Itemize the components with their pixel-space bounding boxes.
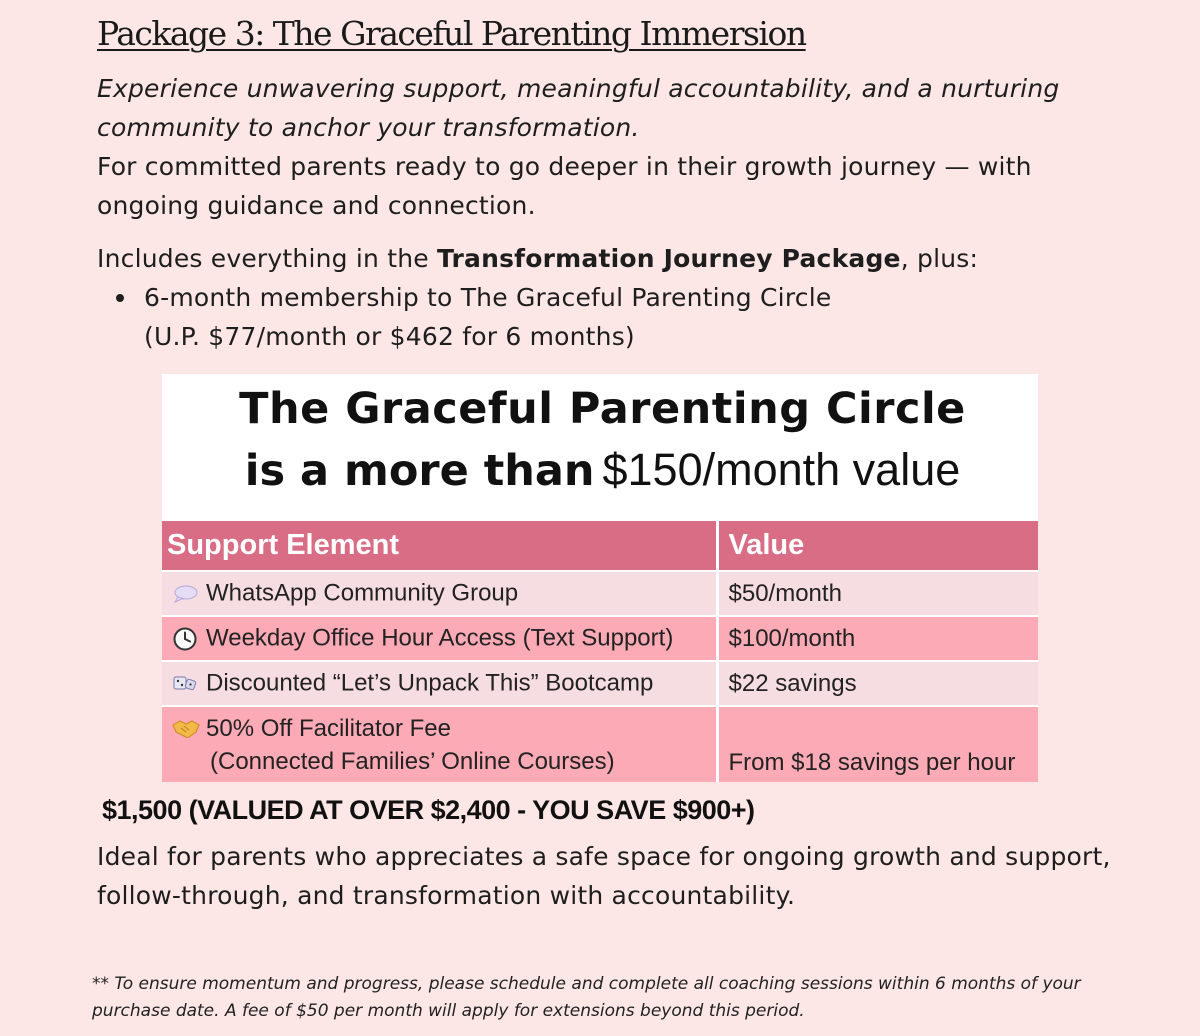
support-element-cell [162,706,717,782]
table-header-row [162,521,1038,571]
includes-list [97,278,1117,356]
table-row [162,661,1038,706]
clock-icon [172,626,206,652]
package-intro [97,69,1117,225]
table-row [162,571,1038,616]
value-cell: From $18 savings per hour [717,706,1038,782]
speech-bubble-icon [172,584,206,604]
membership-price-note: (U.P. $77/month or $462 for 6 months) [144,322,635,351]
value-cell: $50/month [717,571,1038,616]
support-element-name: WhatsApp Community Group [206,579,519,607]
includes-prefix: Includes everything in the [97,244,437,273]
value-card-amount: $150/month value [602,444,961,495]
package-tagline: Experience unwavering support, meaningful accountability, and a nurturing community to anchor your transformation. [97,74,1060,142]
package-title: Package 3: The Graceful Parenting Immersion [97,14,806,53]
support-element-name: Discounted “Let’s Unpack This” Bootcamp [206,669,654,697]
value-cell: $100/month [717,616,1038,661]
ideal-for-text: Ideal for parents who appreciates a safe space for ongoing growth and support, follow-through, and transformation with accountability. [97,842,1111,910]
column-header-support-element: Support Element [162,521,717,571]
support-element-name: 50% Off Facilitator Fee [206,715,451,743]
package-description: For committed parents ready to go deeper in their growth journey — with ongoing guidance and connection. [97,152,1032,220]
handshake-icon [172,718,206,740]
value-card-subheading-prefix: is a more than [244,446,595,496]
includes-intro [97,239,1117,278]
included-package-name: Transformation Journey Package [436,244,901,273]
package-price: $1,500 (VALUED AT OVER $2,400 - YOU SAVE $900+) [102,795,755,825]
membership-line: 6-month membership to The Graceful Parenting Circle [144,283,832,312]
table-row [162,706,1038,782]
value-card-subheading [0,444,1200,496]
support-element-cell [162,661,717,706]
support-element-name: Weekday Office Hour Access (Text Support) [206,624,674,652]
support-element-detail: (Connected Families’ Online Courses) [210,748,615,776]
dice-icon [172,672,206,696]
value-card-heading: The Graceful Parenting Circle [239,384,966,434]
includes-section [97,239,1117,356]
list-item [144,278,1117,356]
support-element-cell [162,571,717,616]
support-element-cell [162,616,717,661]
table-row [162,616,1038,661]
column-header-value: Value [717,521,1038,571]
includes-suffix: , plus: [900,244,979,273]
value-cell: $22 savings [717,661,1038,706]
support-table [162,521,1038,782]
footnote: ** To ensure momentum and progress, please schedule and complete all coaching sessions within 6 months of your purchase date. A fee of $50 per month will apply for extensions beyond this period. [92,974,1081,1021]
